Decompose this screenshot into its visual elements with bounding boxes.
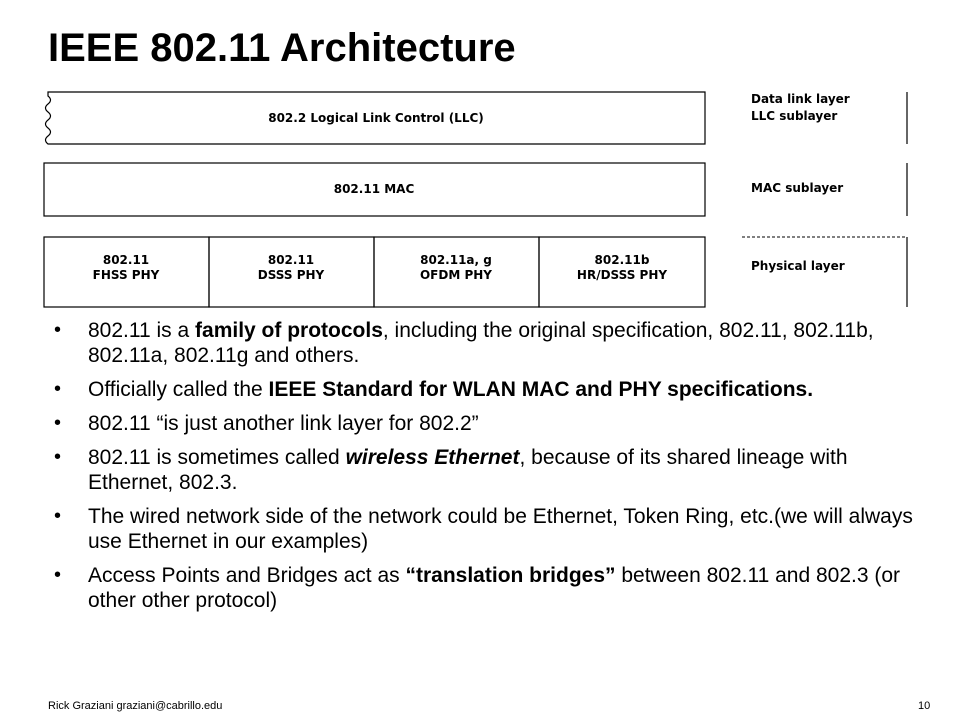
llc-label: 802.2 Logical Link Control (LLC) <box>268 111 484 125</box>
phy-fhss-line1: 802.11 <box>102 253 150 267</box>
bullet-text-run: Access Points and Bridges act as <box>88 564 406 587</box>
slide-title: IEEE 802.11 Architecture <box>48 26 516 70</box>
bullet-text-run: The wired network side of the network could be Ethernet, Token Ring, etc.(we will always use Ethernet in our examples) <box>88 505 913 553</box>
bullet-item <box>54 377 934 402</box>
bullet-item <box>54 563 934 613</box>
bullet-text-run: IEEE Standard for WLAN MAC and PHY specifications. <box>268 378 814 401</box>
architecture-diagram <box>0 0 960 320</box>
mac-label: 802.11 MAC <box>333 182 415 196</box>
phy-ofdm-line2: OFDM PHY <box>419 268 493 282</box>
bullet-text-run: 802.11 “is just another link layer for 802.2” <box>88 412 479 435</box>
bullet-text-run: Officially called the <box>88 378 269 401</box>
footer-author: Rick Graziani graziani@cabrillo.edu <box>48 700 223 712</box>
physical-layer-label: Physical layer <box>751 259 845 273</box>
page-number: 10 <box>918 700 931 712</box>
phy-dsss-line1: 802.11 <box>267 253 315 267</box>
bullet-icon: • <box>54 446 62 468</box>
bullet-icon: • <box>54 412 62 434</box>
phy-dsss-line2: DSSS PHY <box>257 268 325 282</box>
bullet-item <box>54 411 934 436</box>
bullet-text-run: , including the original specification, 802.11, 802.11b, 802.11a, 802.11g and others. <box>88 319 874 367</box>
bullet-text-run: between 802.11 and 802.3 (or other other protocol) <box>88 564 901 612</box>
bullet-text-run: family of protocols <box>195 319 383 342</box>
mac-sublayer-label: MAC sublayer <box>751 181 844 195</box>
datalink-label-line1: Data link layer <box>751 92 850 106</box>
phy-hrdsss-line2: HR/DSSS PHY <box>576 268 668 282</box>
bullet-text-run: wireless Ethernet <box>345 446 520 469</box>
phy-fhss-line2: FHSS PHY <box>92 268 160 282</box>
phy-ofdm-line1: 802.11a, g <box>420 253 492 267</box>
bullet-item <box>54 445 934 495</box>
bullet-list <box>54 318 934 622</box>
bullet-text-run: , because of its shared lineage with Ethernet, 802.3. <box>88 446 848 494</box>
datalink-label-line2: LLC sublayer <box>751 109 838 123</box>
bullet-icon: • <box>54 319 62 341</box>
bullet-text-run: 802.11 is sometimes called <box>88 446 346 469</box>
phy-hrdsss-line1: 802.11b <box>594 253 650 267</box>
bullet-icon: • <box>54 505 62 527</box>
bullet-text-run: 802.11 is a <box>88 319 196 342</box>
bullet-icon: • <box>54 378 62 400</box>
bullet-item <box>54 504 934 554</box>
bullet-icon: • <box>54 564 62 586</box>
bullet-item <box>54 318 934 368</box>
bullet-text-run: “translation bridges” <box>405 564 616 587</box>
